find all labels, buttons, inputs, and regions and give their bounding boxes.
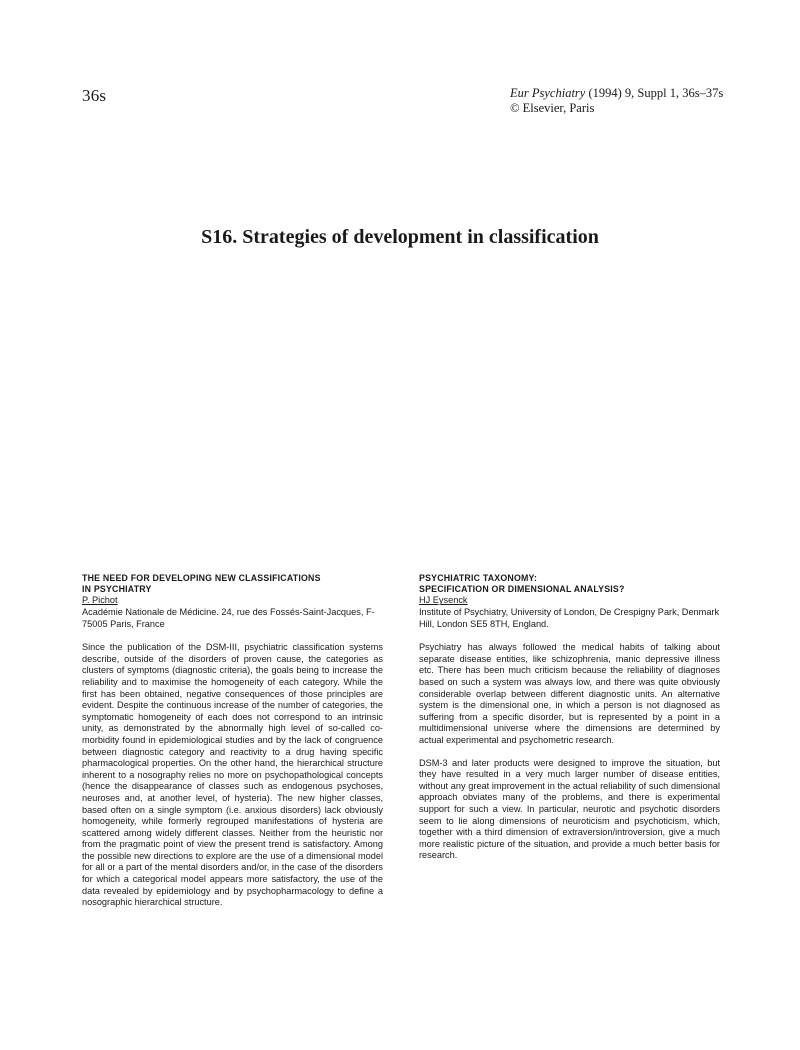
abstract-title-line: IN PSYCHIATRY bbox=[82, 584, 152, 595]
abstract-paragraph: Psychiatry has always followed the medical habits of talking about separate disease entities, like schizophrenia, manic depressive illness etc. There has been much criticism because the reliability of diagnoses based on such a system was always low, and there was quite obviously considerable overlap between different diagnostic units. An alternative system is the dimensional one, in which a person is not diagnosed as suffering from a specific disorder, but is represented by a point in a multidimensional universe where the dimensions are determined by actual experimental and psychometric research. bbox=[419, 642, 720, 745]
abstract-eysenck bbox=[419, 573, 720, 873]
page-number: 36s bbox=[82, 86, 107, 105]
abstract-author: P. Pichot bbox=[82, 595, 118, 606]
abstract-affiliation: Institute of Psychiatry, University of London, De Crespigny Park, Denmark Hill, London SE5 8TH, England. bbox=[419, 607, 720, 629]
abstract-paragraph: Since the publication of the DSM-III, psychiatric classification systems describe, outside of the disorders of proven cause, the categories as clusters of symptoms (diagnostic criteria), the goals being to increase the reliability and to maximise the homogeneity of each category. While the first has been obtained, negative consequences of those principles are evident. Despite the continuous increase of the number of categories, the symptomatic homogeneity of each does not correspond to an intrinsic unity, as demonstrated by the abnormally high level of so-called co-morbidity found in epidemiological studies and by the lack of congruence between diagnostic category and reactivity to a drug having specific pharmacological properties. On the other hand, the hierarchical structure inherent to a nosography relies no more on psychopathological concepts (hence the disappearance of classes such as endogenous psychoses, neuroses and, at another level, of hysteria). The new higher classes, based often on a single symptom (i.e. anxious disorders) lack obviously homogeneity, while formerly regrouped manifestations of hysteria are scattered among widely different classes. Neither from the heuristic nor from the pragmatic point of view the present trend is satisfactory. Among the possible new directions to explore are the use of a dimensional model for all or a part of the mental disorders and/or, in the case of the disorders for which a categorical model appears more satisfactory, the use of the data revealed by epidemiology and by psychopharmacology to define a nosographic hierarchical structure. bbox=[82, 642, 383, 908]
abstract-title-line: SPECIFICATION OR DIMENSIONAL ANALYSIS? bbox=[419, 584, 625, 595]
section-title: S16. Strategies of development in classification bbox=[201, 226, 599, 248]
abstract-pichot bbox=[82, 573, 383, 920]
journal-details: (1994) 9, Suppl 1, 36s–37s bbox=[585, 86, 724, 100]
abstract-title bbox=[82, 573, 383, 595]
abstract-title bbox=[419, 573, 720, 595]
publisher: © Elsevier, Paris bbox=[510, 101, 595, 115]
abstract-author: HJ Eysenck bbox=[419, 595, 468, 606]
abstract-paragraph: DSM-3 and later products were designed to improve the situation, but they have resulted in a very much larger number of disease entities, without any great improvement in the actual reliability of such dimensional approach obviates many of the problems, and there is experimental support for such a view. In particular, neurotic and psychotic disorders seem to lie along dimensions of neuroticism and psychoticism, which, together with a third dimension of extraversion/introversion, give a much more realistic picture of the situation, and provide a much better basis for research. bbox=[419, 757, 720, 861]
abstract-affiliation: Académie Nationale de Médicine. 24, rue des Fossés-Saint-Jacques, F-75005 Paris, France bbox=[82, 607, 375, 629]
journal-name: Eur Psychiatry bbox=[510, 86, 586, 100]
journal-citation bbox=[510, 86, 723, 101]
abstract-title-line: PSYCHIATRIC TAXONOMY: bbox=[419, 573, 538, 583]
journal-reference bbox=[510, 86, 723, 116]
abstract-title-line: THE NEED FOR DEVELOPING NEW CLASSIFICATIONS bbox=[82, 573, 321, 583]
